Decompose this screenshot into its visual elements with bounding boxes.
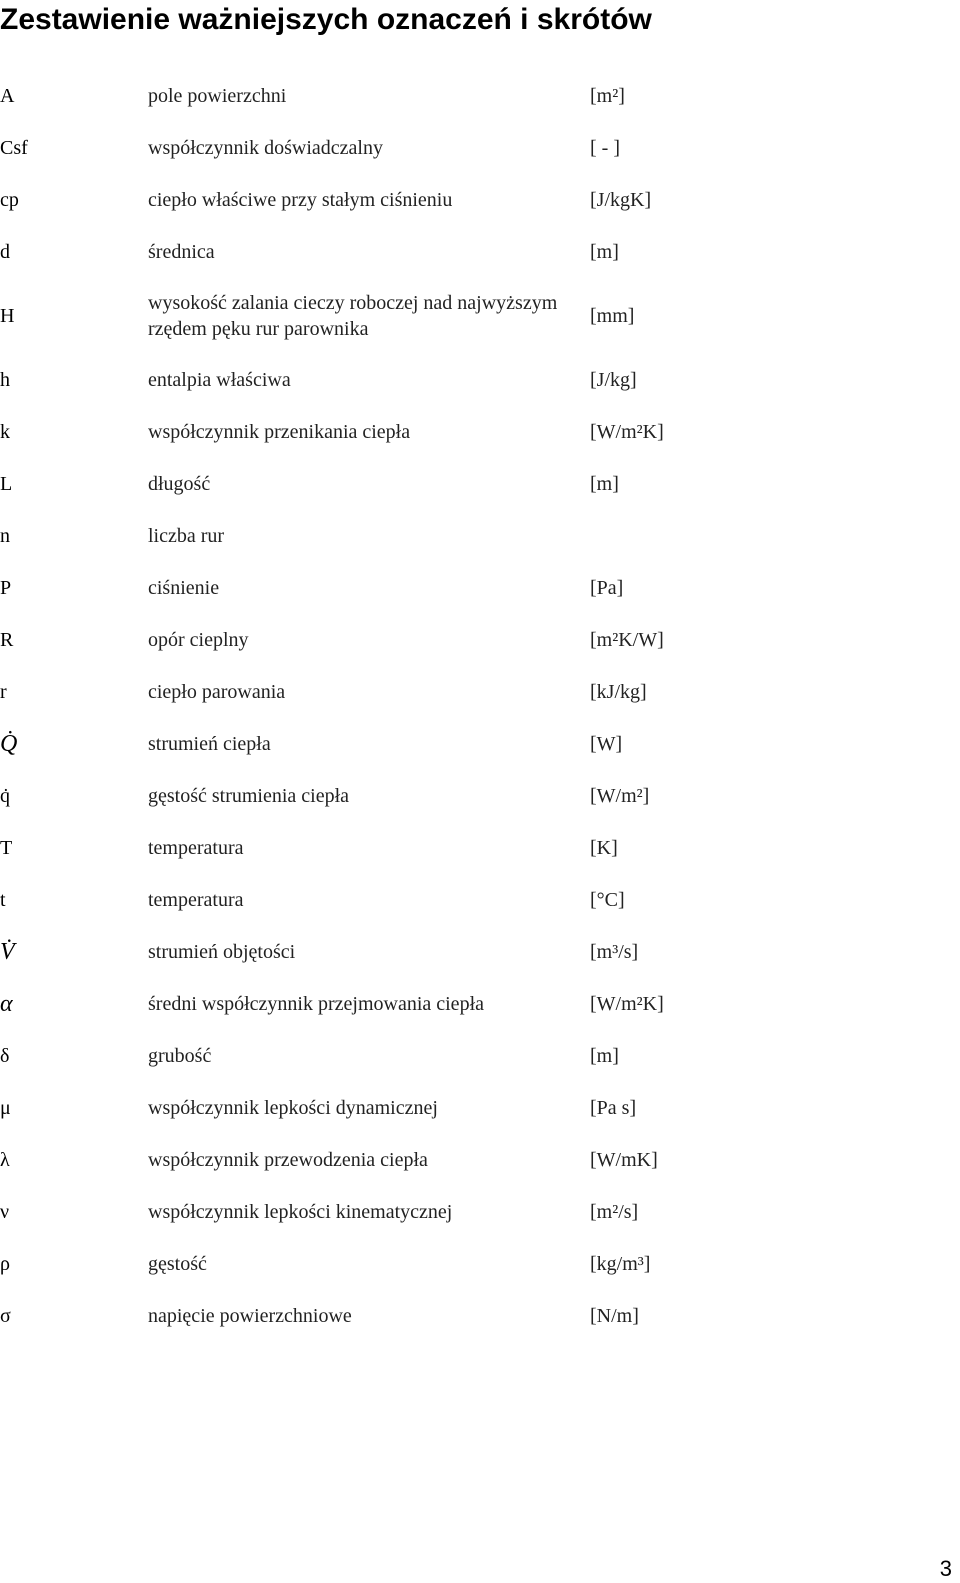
description: strumień ciepła bbox=[148, 733, 271, 755]
unit: [W/mK] bbox=[590, 1149, 658, 1171]
symbol: Csf bbox=[0, 137, 28, 159]
description: opór cieplny bbox=[148, 629, 249, 651]
description: współczynnik przewodzenia ciepła bbox=[148, 1149, 428, 1171]
description: entalpia właściwa bbox=[148, 369, 291, 391]
symbol: H bbox=[0, 305, 15, 327]
unit: [W] bbox=[590, 733, 623, 755]
description: grubość bbox=[148, 1045, 212, 1067]
description: temperatura bbox=[148, 837, 244, 859]
symbol: d bbox=[0, 241, 10, 263]
table-row bbox=[0, 1082, 960, 1134]
unit: [Pa s] bbox=[590, 1097, 637, 1119]
description: liczba rur bbox=[148, 525, 225, 547]
table-row bbox=[0, 978, 960, 1030]
table-row bbox=[0, 406, 960, 458]
symbol: h bbox=[0, 369, 10, 391]
table-row bbox=[0, 1290, 960, 1342]
description: gęstość strumienia ciepła bbox=[148, 785, 350, 807]
table-row bbox=[0, 1134, 960, 1186]
unit: [W/m²K] bbox=[590, 421, 664, 443]
table-row bbox=[0, 1186, 960, 1238]
table-row bbox=[0, 1238, 960, 1290]
symbol: ρ bbox=[0, 1253, 10, 1275]
description: ciśnienie bbox=[148, 577, 220, 599]
unit: [W/m²K] bbox=[590, 993, 664, 1015]
description: strumień objętości bbox=[148, 941, 296, 963]
symbol: ν bbox=[0, 1201, 10, 1223]
table-row bbox=[0, 926, 960, 978]
description: długość bbox=[148, 473, 211, 495]
symbol: δ bbox=[0, 1045, 10, 1067]
unit: [°C] bbox=[590, 889, 625, 911]
description: pole powierzchni bbox=[148, 85, 287, 107]
table-row bbox=[0, 510, 960, 562]
description: średni współczynnik przejmowania ciepła bbox=[148, 993, 484, 1015]
description: gęstość bbox=[148, 1253, 207, 1275]
symbol: μ bbox=[0, 1097, 11, 1119]
description: ciepło parowania bbox=[148, 681, 286, 703]
description: współczynnik lepkości kinematycznej bbox=[148, 1201, 453, 1223]
symbol: n bbox=[0, 525, 10, 547]
unit: [m³/s] bbox=[590, 941, 639, 963]
unit: [Pa] bbox=[590, 577, 624, 599]
table-row bbox=[0, 70, 960, 122]
unit: [J/kgK] bbox=[590, 189, 652, 211]
symbol: Q̇ bbox=[0, 731, 18, 757]
description: ciepło właściwe przy stałym ciśnieniu bbox=[148, 189, 453, 211]
unit: [W/m²] bbox=[590, 785, 650, 807]
symbol: q̇ bbox=[0, 785, 10, 807]
description: współczynnik przenikania ciepła bbox=[148, 421, 411, 443]
symbol: t bbox=[0, 889, 6, 911]
unit: [m²K/W] bbox=[590, 629, 664, 651]
unit: [kg/m³] bbox=[590, 1253, 651, 1275]
description: średnica bbox=[148, 241, 215, 263]
table-row bbox=[0, 174, 960, 226]
symbol: P bbox=[0, 577, 12, 599]
table-row bbox=[0, 614, 960, 666]
table-row bbox=[0, 226, 960, 278]
symbol: σ bbox=[0, 1305, 11, 1327]
symbol: V̇ bbox=[0, 939, 15, 965]
symbol: R bbox=[0, 629, 14, 651]
table-row bbox=[0, 458, 960, 510]
table-row bbox=[0, 874, 960, 926]
table-row bbox=[0, 278, 960, 354]
unit: [m] bbox=[590, 241, 619, 263]
description: wysokość zalania cieczy roboczej nad najwyższym rzędem pęku rur parownika bbox=[148, 292, 558, 340]
symbol: cp bbox=[0, 189, 19, 211]
unit: [m] bbox=[590, 473, 619, 495]
symbol: L bbox=[0, 473, 13, 495]
table-row bbox=[0, 822, 960, 874]
unit: [m²/s] bbox=[590, 1201, 639, 1223]
table-row bbox=[0, 354, 960, 406]
symbol: A bbox=[0, 85, 15, 107]
symbol: λ bbox=[0, 1149, 10, 1171]
description: napięcie powierzchniowe bbox=[148, 1305, 352, 1327]
unit: [ - ] bbox=[590, 137, 620, 159]
symbol-table bbox=[0, 70, 960, 1342]
symbol: r bbox=[0, 681, 7, 703]
page-number: 3 bbox=[939, 1556, 952, 1581]
unit: [kJ/kg] bbox=[590, 681, 647, 703]
unit: [mm] bbox=[590, 305, 635, 327]
unit: [K] bbox=[590, 837, 618, 859]
table-row bbox=[0, 562, 960, 614]
symbol: k bbox=[0, 421, 10, 443]
symbol: α bbox=[0, 991, 13, 1017]
table-row bbox=[0, 122, 960, 174]
table-row bbox=[0, 666, 960, 718]
unit: [J/kg] bbox=[590, 369, 637, 391]
description: współczynnik lepkości dynamicznej bbox=[148, 1097, 438, 1119]
unit: [m] bbox=[590, 1045, 619, 1067]
description: współczynnik doświadczalny bbox=[148, 137, 383, 159]
unit: [m²] bbox=[590, 85, 625, 107]
description: temperatura bbox=[148, 889, 244, 911]
table-row bbox=[0, 718, 960, 770]
table-row bbox=[0, 770, 960, 822]
table-row bbox=[0, 1030, 960, 1082]
page-title: Zestawienie ważniejszych oznaczeń i skrótów bbox=[0, 3, 652, 36]
symbol: T bbox=[0, 837, 13, 859]
unit: [N/m] bbox=[590, 1305, 639, 1327]
